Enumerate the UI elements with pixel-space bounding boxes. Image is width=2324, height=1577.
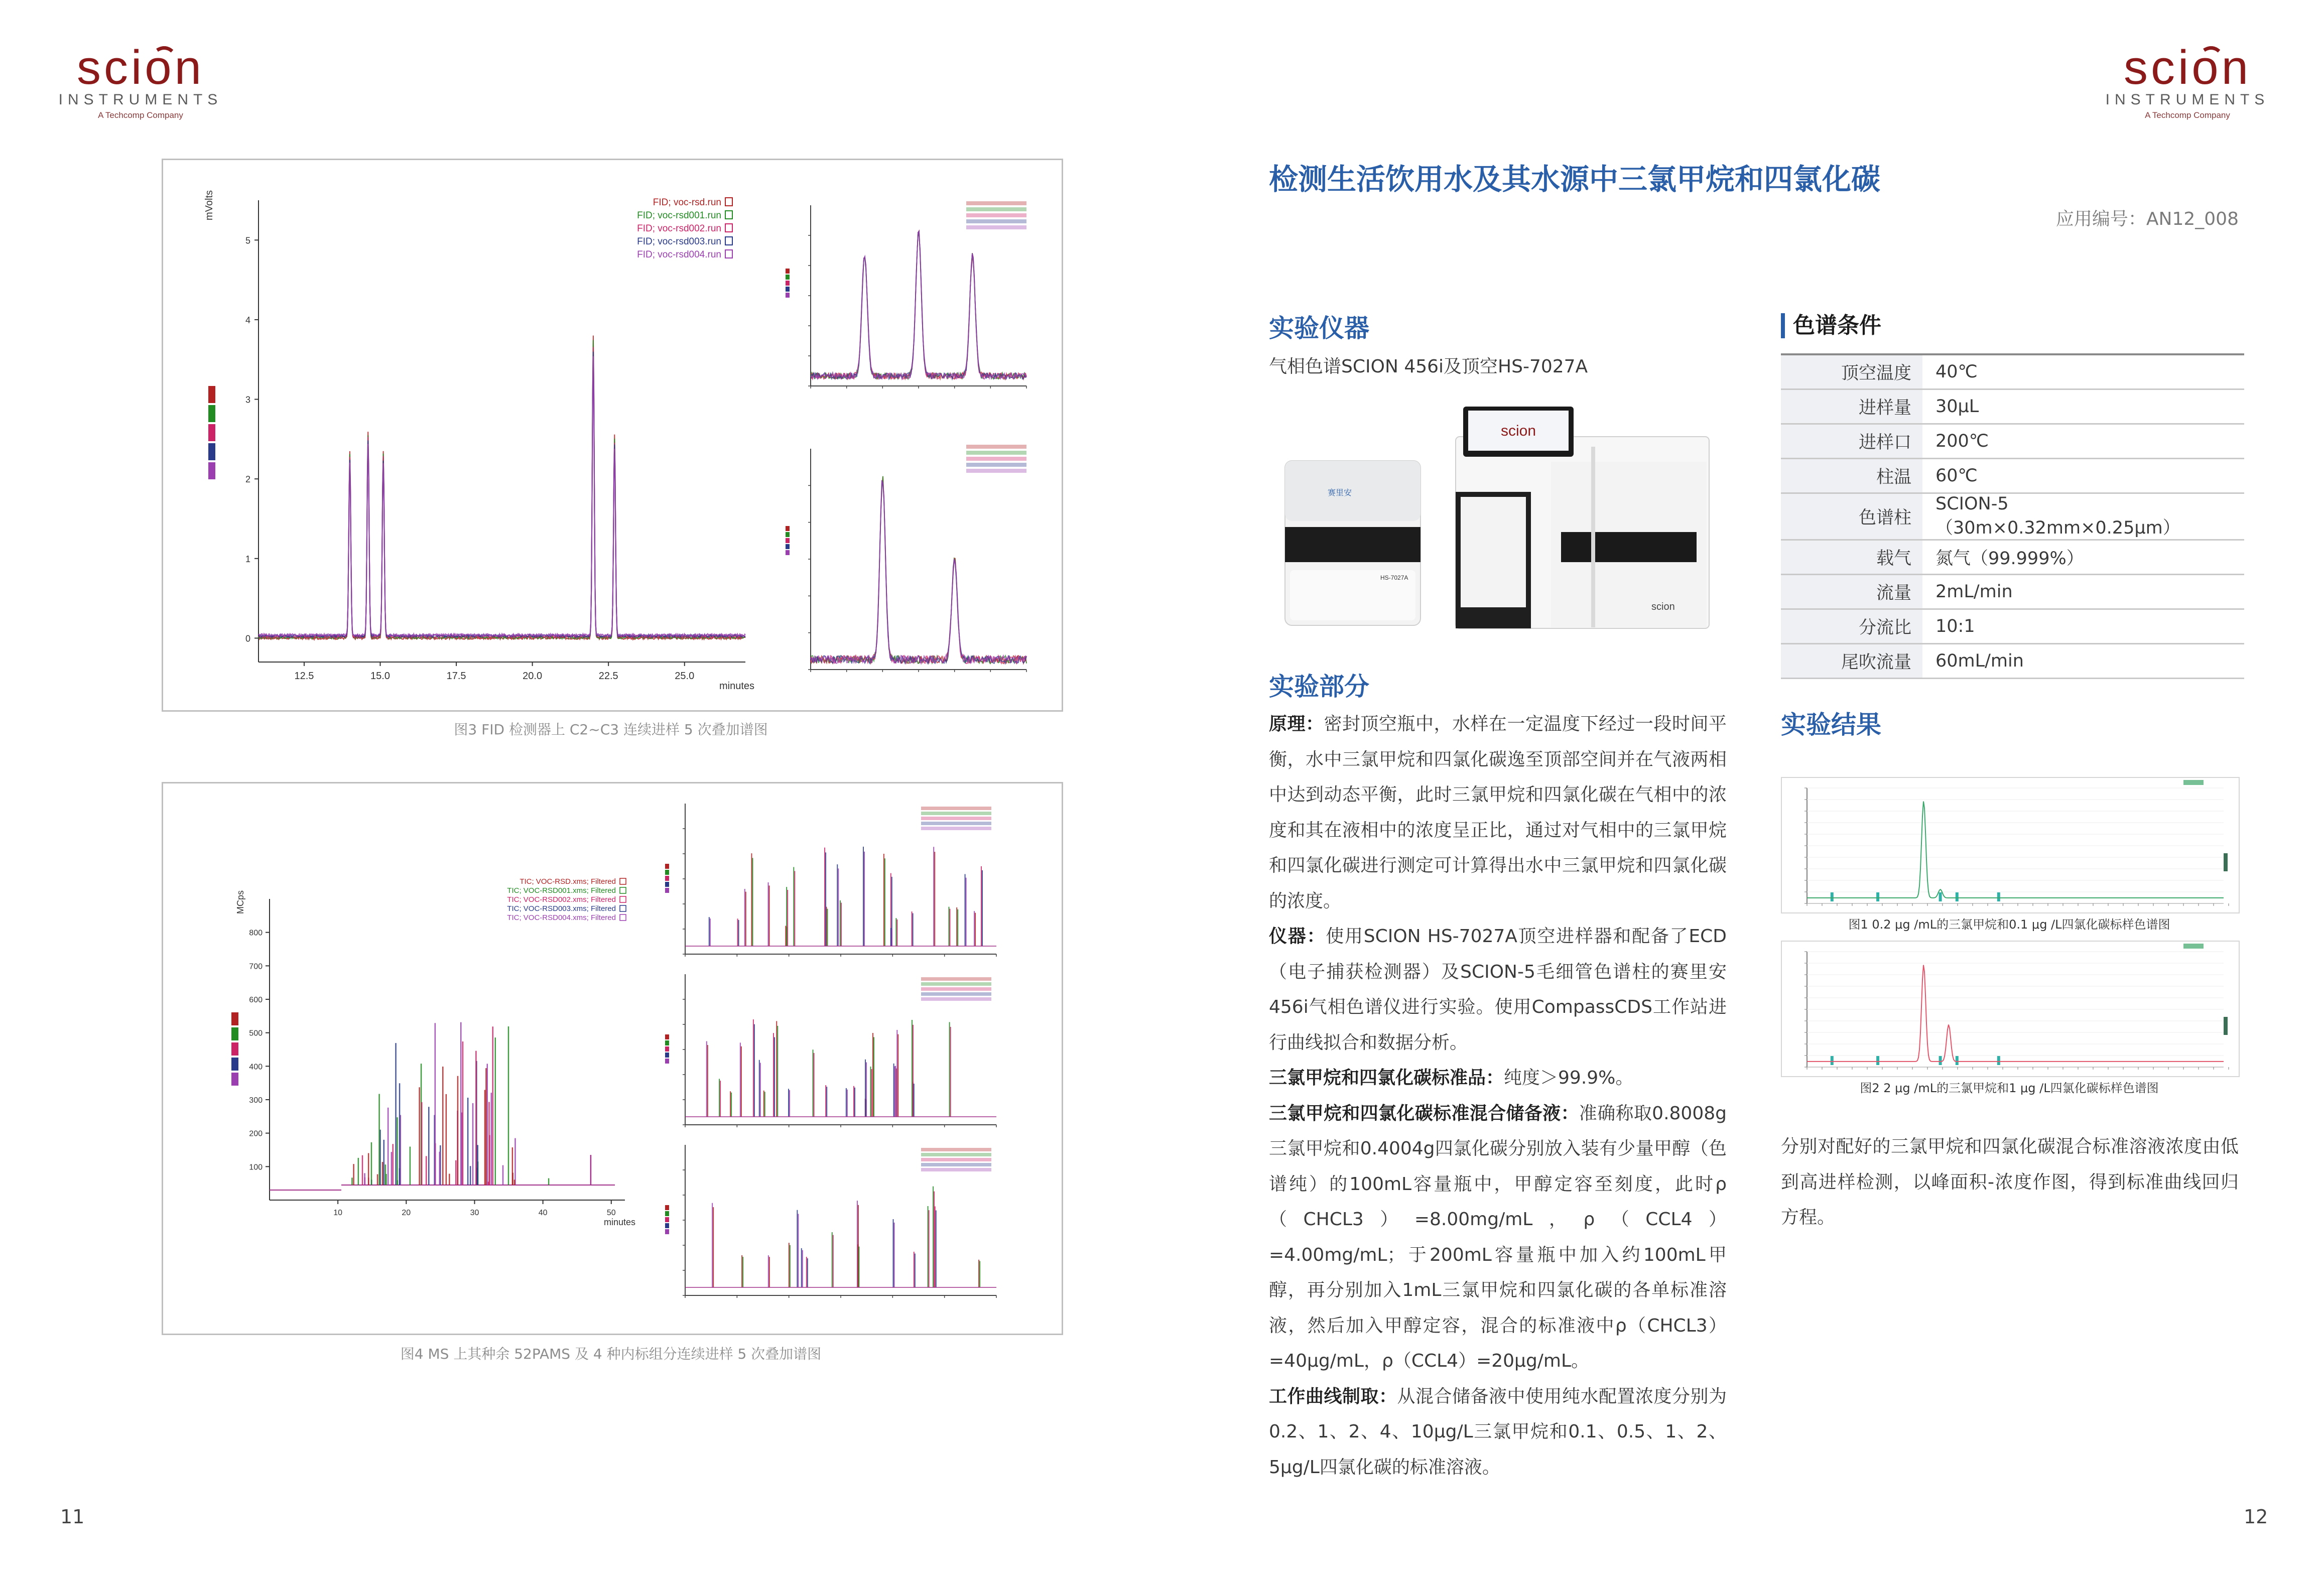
stock-solution-paragraph [1269,1096,1727,1379]
fig3-zoom-legend [966,201,1026,205]
hs-brand: 赛里安 [1328,489,1352,497]
brand-logo-left [55,46,226,120]
result-trace [1807,965,2224,1062]
condition-value: SCION-5（30m×0.32mm×0.25μm） [1922,493,2244,540]
result-fig1-caption: 图1 0.2 μg /mL的三氯甲烷和0.1 μg /L四氯化碳标样色谱图 [1848,917,2170,932]
fig4-legend-entry: TIC; VOC-RSD001.xms; Filtered [507,886,616,895]
condition-key: 进样口 [1781,424,1922,459]
fig4-xlabel: minutes [604,1217,636,1227]
fig4-zoom-panel [665,804,996,957]
conditions-row [1781,575,2244,609]
fig3-zoom-lower [786,445,1026,672]
fig3-ytick-label: 5 [245,235,250,246]
fig3-ytick-label: 1 [245,554,250,564]
fig3-trace-markers [208,386,215,479]
page-number-left: 11 [60,1506,85,1528]
conditions-table [1781,353,2244,679]
fig4-xtick-label: 20 [402,1209,411,1217]
fig4-ytick-label: 400 [249,1063,263,1072]
fig3-zoom-legend [966,451,1026,455]
fig3-zoom-line [811,232,1026,379]
result-event-marker [1831,892,1834,901]
fig4-legend-swatch [620,887,626,893]
condition-key: 色谱柱 [1781,493,1922,540]
fig3-xtick-label: 15.0 [370,671,390,682]
conditions-row [1781,389,2244,424]
fig3-zoom-line [811,231,1026,379]
fig3-legend-swatch [725,198,732,206]
stock-solution-text: 准确称取0.8008g三氯甲烷和0.4004g四氯化碳分别放入装有少量甲醇（色谱纯）的100mL容量瓶中，甲醇定容至刻度，此时ρ（CHCL3）=8.00mg/mL，ρ（CCL4）=4.00mg/mL；于200mL容量瓶中加入约100mL甲醇，再分别加入1mL三氯甲烷和四氯化碳的各单标准溶液，然后加入甲醇定容，混合的标准液中ρ（CHCL3）=40μg/mL，ρ（CCL4）=20μg/mL。 [1269,1103,1727,1371]
fig4-legend-entry: TIC; VOC-RSD002.xms; Filtered [507,895,616,904]
condition-value: 30μL [1922,389,2244,424]
fig4-zoom-panel [665,974,996,1127]
fig4-legend-entry: TIC; VOC-RSD003.xms; Filtered [507,904,616,913]
fig3-zoom-legend [966,213,1026,217]
fig3-zoom-legend [966,463,1026,467]
fig4-legend-swatch [620,896,626,902]
result-event-marker [1997,892,2000,901]
fig4-trace-markers [231,1012,238,1086]
fig3-zoom-line [811,232,1026,379]
conditions-row [1781,609,2244,644]
fig4-ytick-label: 300 [249,1096,263,1105]
fig3-xtick-label: 12.5 [294,671,314,682]
conditions-row [1781,354,2244,389]
instrument-para-text: 使用SCION HS-7027A顶空进样器和配备了ECD（电子捕获检测器）及SCION-5毛细管色谱柱的赛里安456i气相色谱仪进行实验。使用CompassCDS工作站进行曲线拟合和数据分析。 [1269,926,1727,1053]
fig4-xtick-label: 50 [606,1209,616,1217]
fig3-xtick-label: 25.0 [675,671,695,682]
fig4-ytick-label: 500 [249,1029,263,1038]
condition-key: 尾吹流量 [1781,644,1922,679]
fig4-ytick-label: 100 [249,1163,263,1172]
fig4-zoom-panel [665,1145,996,1298]
fig3-zoom-line [811,480,1026,664]
result-event-marker [1939,1056,1942,1065]
condition-value: 2mL/min [1922,575,2244,609]
fig3-zoom-line [811,480,1026,664]
calibration-paragraph [1269,1379,1727,1486]
fig3-legend-swatch [725,237,732,245]
brand-tagline: A Techcomp Company [2145,110,2230,120]
fig4-xtick-label: 40 [538,1209,548,1217]
fig3-zoom-line [811,231,1026,379]
result-fig1 [1781,777,2240,913]
fig3-ylabel: mVolts [204,190,215,220]
principle-paragraph [1269,707,1727,919]
result-event-marker [1876,892,1879,901]
fig3-legend-swatch [725,211,732,219]
principle-text: 密封顶空瓶中，水样在一定温度下经过一段时间平衡，水中三氯甲烷和四氯化碳逸至顶部空间并在气液两相中达到动态平衡，此时三氯甲烷和四氯化碳在气相中的浓度和其在液相中的浓度呈正比，通过对气相中的三氯甲烷和四氯化碳进行测定可计算得出水中三氯甲烷和四氯化碳的浓度。 [1269,714,1727,911]
fig4-legend-entry: TIC; VOC-RSD.xms; Filtered [520,877,616,886]
fig3-zoom-legend [966,445,1026,449]
result-fig2-caption: 图2 2 μg /mL的三氯甲烷和1 μg /L四氯化碳标样色谱图 [1860,1081,2159,1095]
conditions-row [1781,493,2244,540]
fig3-zoom-line [811,476,1026,664]
condition-value: 氮气（99.999%） [1922,540,2244,575]
fig3-legend-entry: FID; voc-rsd002.run [637,223,721,234]
fig3-zoom-line [811,480,1026,664]
result-event-marker [1876,1056,1879,1065]
condition-key: 载气 [1781,540,1922,575]
brand-sub: INSTRUMENTS [58,91,223,108]
conditions-heading: 色谱条件 [1781,313,1881,338]
result-event-marker [1956,1056,1959,1065]
fig4-ytick-label: 600 [249,996,263,1004]
fig3-caption: 图3 FID 检测器上 C2~C3 连续进样 5 次叠加谱图 [454,721,768,738]
application-number: 应用编号：AN12_008 [2055,209,2239,229]
fig4-ytick-label: 700 [249,962,263,971]
instrument-heading: 实验仪器 [1269,314,1369,343]
fig4-xtick-label: 10 [333,1209,343,1217]
fig3-legend-entry: FID; voc-rsd003.run [637,236,721,247]
gc-brand: scion [1500,423,1536,439]
fig4-ytick-label: 800 [249,929,263,938]
result-event-marker [1939,892,1942,901]
instrument-paragraph [1269,919,1727,1061]
fig3-zoom-legend [966,207,1026,211]
condition-value: 60mL/min [1922,644,2244,679]
result-fig1-chart [1782,778,2239,912]
result-event-marker [1956,892,1959,901]
fig3-chart [163,160,1062,710]
page-title: 检测生活饮用水及其水源中三氯甲烷和四氯化碳 [1269,162,1881,196]
fig3-xtick-label: 20.0 [523,671,543,682]
fig4-ylabel: MCps [235,890,245,914]
experiment-heading: 实验部分 [1269,672,1369,701]
conditions-row [1781,424,2244,459]
fig4-chart [163,783,1062,1334]
instrument-text: 气相色谱SCION 456i及顶空HS-7027A [1269,356,1588,377]
result-fig2-chart [1782,942,2239,1076]
instrument-photo [1280,402,1722,632]
brand-tagline: A Techcomp Company [98,110,183,120]
condition-key: 进样量 [1781,389,1922,424]
fig3-ytick-label: 2 [245,474,250,485]
fig3-ytick-label: 4 [245,315,250,325]
fig3-zoom-legend [966,469,1026,473]
fig3-zoom-line [811,476,1026,664]
fig3-legend-entry: FID; voc-rsd001.run [637,210,721,221]
svg-text:scion: scion [1651,601,1675,612]
experiment-body [1269,707,1727,1485]
condition-value: 200℃ [1922,424,2244,459]
fig4-legend-swatch [620,905,626,911]
fig4-legend-swatch [620,914,626,921]
result-event-marker [1831,1056,1834,1065]
fig3-ytick-label: 3 [245,395,250,405]
scion-logo-icon [2102,46,2273,91]
brand-logo-right [2102,46,2273,120]
standard-label: 三氯甲烷和四氯化碳标准品： [1269,1068,1504,1088]
conditions-row [1781,644,2244,679]
fig4-frame [162,782,1063,1335]
result-trace [1807,802,2224,898]
fig4-ytick-label: 200 [249,1129,263,1138]
fig3-xtick-label: 22.5 [598,671,618,682]
fig3-zoom-legend [966,457,1026,461]
fig3-xlabel: minutes [719,681,755,692]
fig4-caption: 图4 MS 上其种余 52PAMS 及 4 种内标组分连续进样 5 次叠加谱图 [400,1346,822,1362]
fig3-series-line [259,347,745,638]
result-fig2 [1781,941,2240,1077]
result-event-marker [1997,1056,2000,1065]
fig3-series-line [259,356,745,636]
condition-key: 柱温 [1781,459,1922,493]
fig3-series-line [259,336,745,639]
fig4-main-plot [231,877,635,1227]
fig3-zoom-legend [966,219,1026,223]
fig3-zoom-line [811,232,1026,379]
gc-instrument-icon [1280,402,1722,632]
condition-key: 流量 [1781,575,1922,609]
fig3-frame [162,159,1063,712]
standard-paragraph [1269,1061,1727,1096]
fig4-legend-swatch [620,878,626,884]
instrument-label: 仪器： [1269,926,1326,947]
conditions-row [1781,540,2244,575]
svg-text:scion: scion [2123,46,2252,91]
standard-text: 纯度＞99.9%。 [1504,1068,1634,1088]
fig4-xtick-label: 30 [470,1209,479,1217]
fig3-series-line [259,340,745,639]
fig3-ytick-label: 0 [245,633,250,644]
fig3-legend-swatch [725,224,732,232]
conditions-row [1781,459,2244,493]
hs-label: HS-7027A [1380,574,1408,581]
fig3-legend-entry: FID; voc-rsd.run [653,197,721,208]
results-heading: 实验结果 [1781,710,1881,739]
fig3-series-line [259,352,745,637]
fig3-zoom-legend [966,225,1026,229]
fig3-legend-swatch [725,250,732,258]
page-number-right: 12 [2244,1506,2268,1528]
brand-sub: INSTRUMENTS [2105,91,2270,108]
condition-key: 顶空温度 [1781,354,1922,389]
scion-logo-icon [55,46,226,91]
fig4-legend-entry: TIC; VOC-RSD004.xms; Filtered [507,913,616,922]
fig3-legend-entry: FID; voc-rsd004.run [637,249,721,260]
condition-value: 40℃ [1922,354,2244,389]
calibration-label: 工作曲线制取： [1269,1386,1397,1407]
calibration-text: 从混合储备液中使用纯水配置浓度分别为0.2、1、2、4、10μg/L三氯甲烷和0.1、0.5、1、2、5μg/L四氯化碳的标准溶液。 [1269,1386,1727,1478]
condition-value: 60℃ [1922,459,2244,493]
stock-solution-label: 三氯甲烷和四氯化碳标准混合储备液： [1269,1103,1579,1124]
principle-label: 原理： [1269,714,1324,734]
condition-value: 10:1 [1922,609,2244,644]
fig3-main-plot [204,190,754,692]
results-text: 分别对配好的三氯甲烷和四氯化碳混合标准溶液浓度由低到高进样检测，以峰面积-浓度作图，得到标准曲线回归方程。 [1781,1136,2239,1228]
condition-key: 分流比 [1781,609,1922,644]
fig3-xtick-label: 17.5 [446,671,466,682]
fig3-zoom-upper [786,201,1026,388]
svg-text:scion: scion [76,46,205,91]
